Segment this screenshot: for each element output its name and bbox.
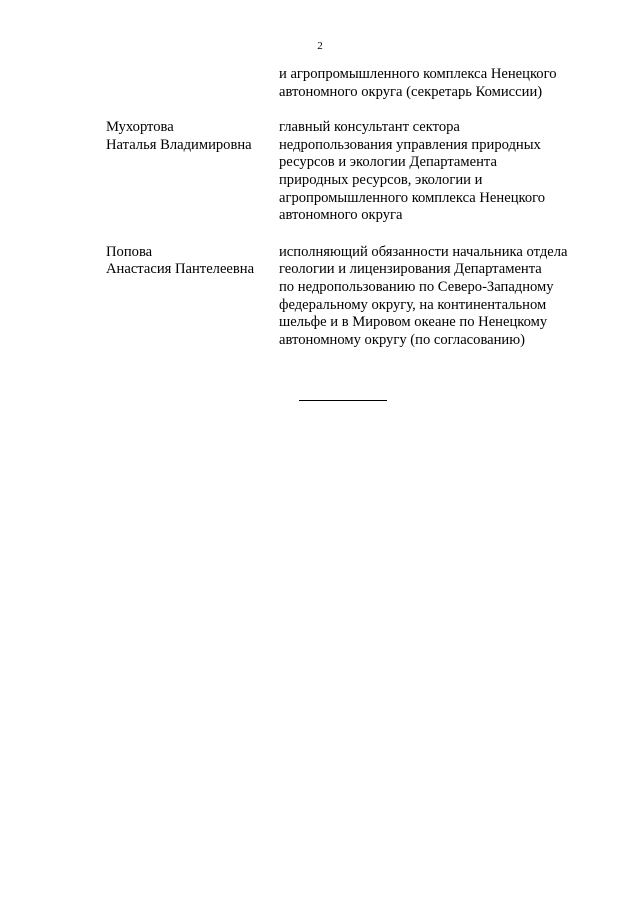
member-position xyxy=(279,244,599,350)
position-line: автономного округа xyxy=(279,207,403,224)
member-entry-continuation xyxy=(0,66,640,101)
member-name xyxy=(106,119,276,154)
position-line: недропользования управления природных xyxy=(279,136,541,153)
position-line: автономному округу (по согласованию) xyxy=(279,331,526,348)
member-given-names: Наталья Владимировна xyxy=(106,136,252,153)
member-given-names: Анастасия Пантелеевна xyxy=(106,261,255,278)
member-position xyxy=(279,66,599,101)
member-surname: Попова xyxy=(106,243,153,260)
position-line: агропромышленного комплекса Ненецкого xyxy=(279,189,546,206)
position-line: шельфе и в Мировом океане по Ненецкому xyxy=(279,314,548,331)
member-entry-mukhortova xyxy=(0,119,640,225)
commission-member-list xyxy=(0,66,640,349)
position-line: ресурсов и экологии Департамента xyxy=(279,154,497,171)
member-entry-popova xyxy=(0,244,640,350)
page-number: 2 xyxy=(317,40,323,52)
position-line: автономного округа (секретарь Комиссии) xyxy=(279,83,543,100)
member-surname: Мухортова xyxy=(106,119,174,136)
position-line: федеральному округу, на континентальном xyxy=(279,296,547,313)
member-position xyxy=(279,119,599,225)
closing-rule xyxy=(299,400,387,401)
member-name xyxy=(106,244,276,279)
position-line: геологии и лицензирования Департамента xyxy=(279,261,542,278)
position-line: и агропромышленного комплекса Ненецкого xyxy=(279,66,557,82)
position-line: природных ресурсов, экологии и xyxy=(279,171,483,188)
position-line: по недропользованию по Северо-Западному xyxy=(279,278,554,295)
position-line: главный консультант сектора xyxy=(279,119,460,136)
position-line: исполняющий обязанности начальника отдела xyxy=(279,243,568,260)
